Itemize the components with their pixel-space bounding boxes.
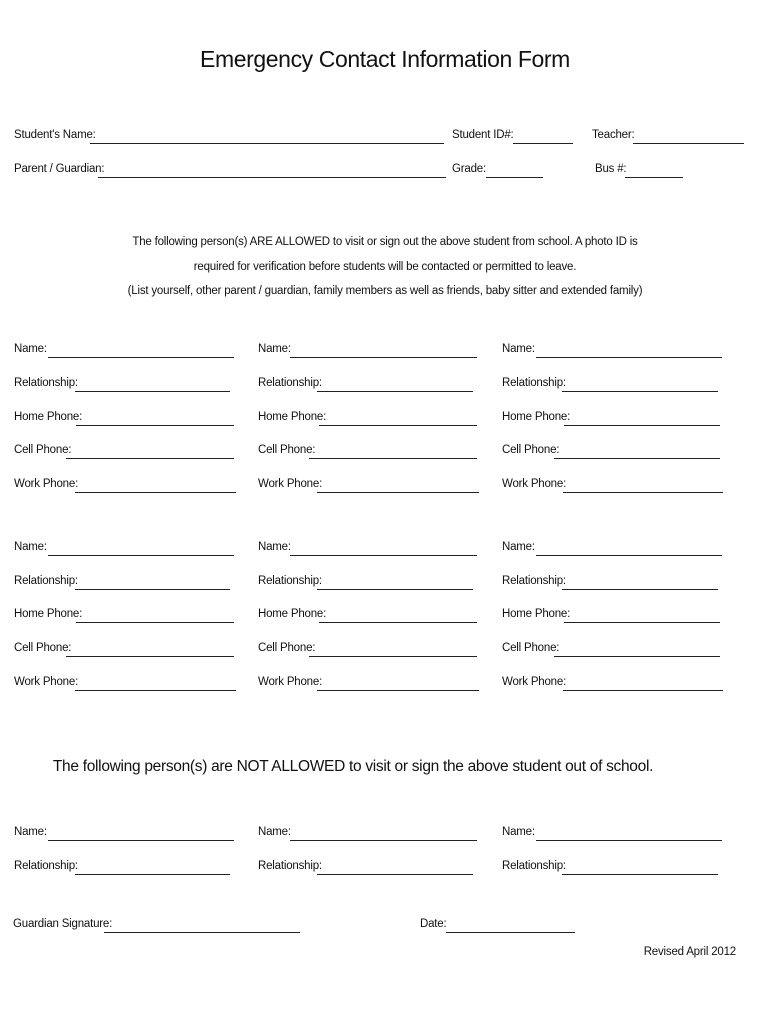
name-line — [48, 840, 234, 841]
work-phone-line — [563, 492, 723, 493]
home-phone-line — [564, 425, 720, 426]
name-label: Name: — [14, 343, 47, 355]
allowed-1-col-2-relationship[interactable] — [258, 377, 480, 393]
grade-label: Grade: — [452, 163, 486, 175]
not-allowed-col-1-relationship[interactable] — [14, 860, 236, 876]
not-allowed-col-2-name[interactable] — [258, 826, 480, 842]
allowed-2-col-2-home-phone[interactable] — [258, 608, 480, 624]
work-phone-line — [75, 492, 236, 493]
student-name-line — [90, 143, 444, 144]
relationship-label: Relationship: — [258, 377, 322, 389]
allowed-2-col-3-name[interactable] — [502, 541, 726, 557]
name-label: Name: — [14, 826, 47, 838]
home-phone-line — [319, 425, 477, 426]
home-phone-line — [319, 622, 477, 623]
allowed-1-col-1-work-phone[interactable] — [14, 478, 238, 494]
relationship-line — [317, 589, 473, 590]
name-line — [290, 357, 477, 358]
date-line — [446, 932, 575, 933]
work-phone-label: Work Phone: — [502, 676, 567, 688]
guardian-signature-line — [104, 932, 300, 933]
cell-phone-label: Cell Phone: — [258, 642, 316, 654]
allowed-2-col-1-relationship[interactable] — [14, 575, 236, 591]
form-title: Emergency Contact Information Form — [200, 46, 570, 72]
relationship-line — [75, 874, 230, 875]
allowed-2-col-1-home-phone[interactable] — [14, 608, 236, 624]
name-line — [536, 357, 722, 358]
work-phone-line — [317, 492, 479, 493]
allowed-1-col-2-name[interactable] — [258, 343, 480, 359]
home-phone-label: Home Phone: — [258, 608, 327, 620]
not-allowed-col-1-name[interactable] — [14, 826, 236, 842]
cell-phone-line — [66, 458, 234, 459]
name-label: Name: — [14, 541, 47, 553]
allowed-2-col-2-relationship[interactable] — [258, 575, 480, 591]
name-label: Name: — [258, 826, 291, 838]
allowed-intro-line-1: The following person(s) ARE ALLOWED to visit or sign out the above student from school. A photo ID is — [132, 236, 638, 248]
work-phone-line — [317, 690, 479, 691]
allowed-1-col-2-home-phone[interactable] — [258, 411, 480, 427]
relationship-line — [562, 874, 718, 875]
cell-phone-line — [554, 458, 720, 459]
bus-field[interactable] — [595, 163, 685, 179]
allowed-2-col-3-cell-phone[interactable] — [502, 642, 726, 658]
date-field[interactable] — [420, 918, 578, 934]
work-phone-label: Work Phone: — [258, 676, 323, 688]
allowed-1-col-2-cell-phone[interactable] — [258, 444, 480, 460]
allowed-2-col-1-work-phone[interactable] — [14, 676, 238, 692]
home-phone-label: Home Phone: — [502, 411, 571, 423]
allowed-1-col-3-home-phone[interactable] — [502, 411, 726, 427]
allowed-2-col-2-name[interactable] — [258, 541, 480, 557]
allowed-1-col-3-work-phone[interactable] — [502, 478, 726, 494]
parent-guardian-field[interactable] — [14, 163, 448, 179]
cell-phone-label: Cell Phone: — [502, 444, 560, 456]
parent-guardian-line — [98, 177, 446, 178]
name-line — [536, 555, 722, 556]
student-id-line — [513, 143, 573, 144]
home-phone-label: Home Phone: — [258, 411, 327, 423]
guardian-signature-label: Guardian Signature: — [13, 918, 113, 930]
name-line — [536, 840, 722, 841]
relationship-label: Relationship: — [14, 860, 78, 872]
allowed-2-col-2-cell-phone[interactable] — [258, 642, 480, 658]
home-phone-label: Home Phone: — [14, 608, 83, 620]
date-label: Date: — [420, 918, 447, 930]
bus-label: Bus #: — [595, 163, 627, 175]
allowed-intro-line-3: (List yourself, other parent / guardian, family members as well as friends, baby sitter and extended family) — [127, 285, 643, 297]
cell-phone-label: Cell Phone: — [14, 444, 72, 456]
relationship-label: Relationship: — [258, 860, 322, 872]
relationship-line — [317, 391, 473, 392]
relationship-label: Relationship: — [258, 575, 322, 587]
work-phone-line — [75, 690, 236, 691]
allowed-1-col-3-relationship[interactable] — [502, 377, 726, 393]
allowed-1-col-1-name[interactable] — [14, 343, 236, 359]
work-phone-label: Work Phone: — [258, 478, 323, 490]
relationship-line — [75, 391, 230, 392]
cell-phone-line — [309, 458, 477, 459]
teacher-label: Teacher: — [592, 129, 635, 141]
name-label: Name: — [258, 541, 291, 553]
work-phone-line — [563, 690, 723, 691]
cell-phone-label: Cell Phone: — [258, 444, 316, 456]
home-phone-line — [76, 622, 234, 623]
grade-field[interactable] — [452, 163, 546, 179]
relationship-line — [75, 589, 230, 590]
revised-note: Revised April 2012 — [643, 946, 736, 958]
name-label: Name: — [502, 541, 535, 553]
allowed-1-col-1-home-phone[interactable] — [14, 411, 236, 427]
allowed-2-col-2-work-phone[interactable] — [258, 676, 482, 692]
relationship-line — [562, 391, 718, 392]
name-line — [48, 555, 234, 556]
cell-phone-line — [309, 656, 477, 657]
work-phone-label: Work Phone: — [14, 676, 79, 688]
allowed-2-col-3-home-phone[interactable] — [502, 608, 726, 624]
allowed-2-col-3-work-phone[interactable] — [502, 676, 726, 692]
not-allowed-col-3-relationship[interactable] — [502, 860, 726, 876]
home-phone-line — [564, 622, 720, 623]
name-line — [290, 555, 477, 556]
student-id-field[interactable] — [452, 129, 576, 145]
allowed-2-col-3-relationship[interactable] — [502, 575, 726, 591]
work-phone-label: Work Phone: — [502, 478, 567, 490]
allowed-1-col-3-cell-phone[interactable] — [502, 444, 726, 460]
home-phone-label: Home Phone: — [14, 411, 83, 423]
not-allowed-col-2-relationship[interactable] — [258, 860, 480, 876]
name-label: Name: — [502, 343, 535, 355]
allowed-1-col-1-relationship[interactable] — [14, 377, 236, 393]
name-line — [48, 357, 234, 358]
bus-line — [625, 177, 683, 178]
teacher-field[interactable] — [592, 129, 746, 145]
allowed-intro-line-2: required for verification before students will be contacted or permitted to leave. — [193, 261, 577, 273]
student-name-label: Student's Name: — [14, 129, 96, 141]
cell-phone-line — [66, 656, 234, 657]
name-line — [290, 840, 477, 841]
grade-line — [486, 177, 543, 178]
student-id-label: Student ID#: — [452, 129, 514, 141]
relationship-label: Relationship: — [502, 860, 566, 872]
allowed-1-col-3-name[interactable] — [502, 343, 726, 359]
relationship-line — [317, 874, 473, 875]
not-allowed-col-3-name[interactable] — [502, 826, 726, 842]
allowed-1-col-1-cell-phone[interactable] — [14, 444, 236, 460]
cell-phone-line — [554, 656, 720, 657]
cell-phone-label: Cell Phone: — [14, 642, 72, 654]
teacher-line — [633, 143, 744, 144]
relationship-line — [562, 589, 718, 590]
cell-phone-label: Cell Phone: — [502, 642, 560, 654]
relationship-label: Relationship: — [14, 575, 78, 587]
allowed-2-col-1-cell-phone[interactable] — [14, 642, 236, 658]
relationship-label: Relationship: — [14, 377, 78, 389]
allowed-1-col-2-work-phone[interactable] — [258, 478, 482, 494]
home-phone-line — [76, 425, 234, 426]
work-phone-label: Work Phone: — [14, 478, 79, 490]
guardian-signature-field[interactable] — [13, 918, 303, 934]
parent-guardian-label: Parent / Guardian: — [14, 163, 105, 175]
name-label: Name: — [258, 343, 291, 355]
name-label: Name: — [502, 826, 535, 838]
home-phone-label: Home Phone: — [502, 608, 571, 620]
relationship-label: Relationship: — [502, 377, 566, 389]
student-name-field[interactable] — [14, 129, 446, 145]
allowed-2-col-1-name[interactable] — [14, 541, 236, 557]
relationship-label: Relationship: — [502, 575, 566, 587]
not-allowed-heading: The following person(s) are NOT ALLOWED to visit or sign the above student out of school. — [52, 758, 654, 775]
